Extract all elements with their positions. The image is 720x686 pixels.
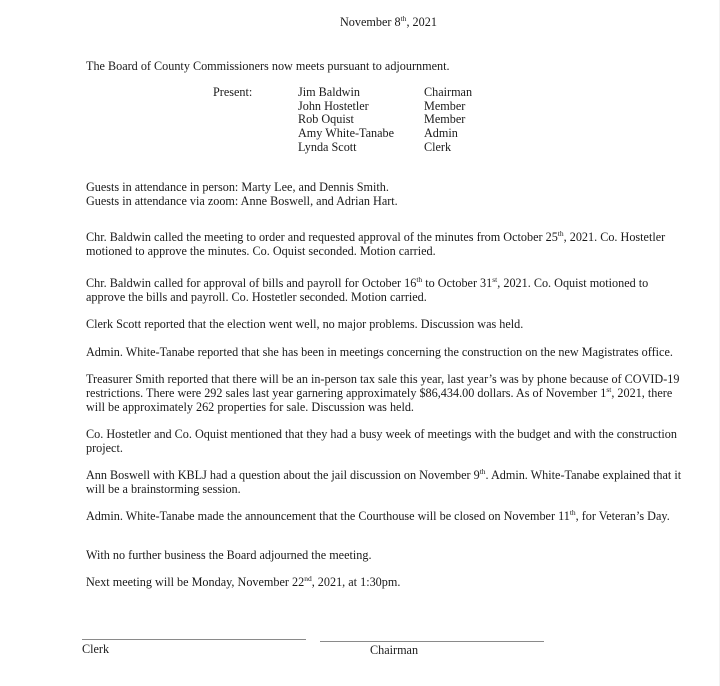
- present-label: Present:: [213, 85, 253, 99]
- ordinal-suffix: st: [492, 275, 498, 284]
- clerk-signature-label: Clerk: [82, 642, 110, 656]
- paragraph-text: , 2021. Co. Hostetler motioned to approve the minutes. Co. Oquist seconded. Motion carried.: [86, 230, 666, 258]
- paragraph-text: , 2021. Co. Oquist motioned to approve the bills and payroll. Co. Hostetler seconded. Motion carried.: [86, 276, 649, 304]
- member-name: Amy White-Tanabe: [298, 126, 395, 140]
- clerk-signature-line: [82, 639, 306, 640]
- member-name: Rob Oquist: [298, 112, 354, 126]
- member-role: Member: [424, 99, 466, 113]
- paragraph-election-report: Clerk Scott reported that the election went well, no major problems. Discussion was held.: [86, 317, 524, 331]
- ordinal-suffix: th: [416, 275, 423, 284]
- member-role: Member: [424, 112, 466, 126]
- date-superscript: th: [400, 14, 407, 23]
- date-year: , 2021: [406, 15, 437, 29]
- guests-in-person: Guests in attendance in person: Marty Lee, and Dennis Smith.: [86, 180, 389, 194]
- ordinal-suffix: nd: [304, 574, 312, 583]
- paragraph-adjourned: With no further business the Board adjourned the meeting.: [86, 548, 372, 562]
- paragraph-text: Chr. Baldwin called for approval of bills and payroll for October 16: [86, 276, 417, 290]
- member-role: Chairman: [424, 85, 473, 99]
- paragraph-text: , 2021, there will be approximately 262 properties for sale. Discussion was held.: [86, 386, 673, 414]
- paragraph-busy-week: Co. Hostetler and Co. Oquist mentioned that they had a busy week of meetings with the budget and with the construction project.: [86, 427, 677, 455]
- paragraph-text: , 2021, at 1:30pm.: [311, 575, 401, 589]
- paragraph-text: Ann Boswell with KBLJ had a question about the jail discussion on November 9: [86, 468, 480, 482]
- guests-via-zoom: Guests in attendance via zoom: Anne Boswell, and Adrian Hart.: [86, 194, 398, 208]
- ordinal-suffix: st: [606, 385, 612, 394]
- paragraph-magistrates-office: Admin. White-Tanabe reported that she has been in meetings concerning the construction on the new Magistrates office.: [86, 345, 673, 359]
- member-name: John Hostetler: [298, 99, 369, 113]
- member-role: Admin: [424, 126, 458, 140]
- paragraph-tax-sale: [86, 372, 686, 414]
- ordinal-suffix: th: [569, 508, 576, 517]
- member-role: Clerk: [424, 140, 452, 154]
- paragraph-text: Chr. Baldwin called the meeting to order and requested approval of the minutes from October 25: [86, 230, 558, 244]
- paragraph-courthouse-closed: [86, 509, 686, 523]
- intro-statement: The Board of County Commissioners now meets pursuant to adjournment.: [86, 59, 450, 73]
- ordinal-suffix: th: [479, 467, 486, 476]
- paragraph-jail-discussion: [86, 468, 686, 496]
- paragraph-text: , for Veteran’s Day.: [575, 509, 670, 523]
- paragraph-minutes-approval: [86, 230, 686, 258]
- paragraph-text: . Admin. White-Tanabe explained that it will be a brainstorming session.: [86, 468, 682, 496]
- date-text: November 8: [340, 15, 401, 29]
- paragraph-text: Admin. White-Tanabe made the announcement that the Courthouse will be closed on November 11: [86, 509, 570, 523]
- member-name: Jim Baldwin: [298, 85, 360, 99]
- paragraph-next-meeting: [86, 575, 686, 589]
- paragraph-text: to October 31: [422, 276, 493, 290]
- chairman-signature-label: Chairman: [370, 643, 419, 657]
- meeting-date: [340, 15, 437, 29]
- member-name: Lynda Scott: [298, 140, 357, 154]
- paragraph-bills-payroll: [86, 276, 686, 304]
- ordinal-suffix: th: [557, 229, 564, 238]
- paragraph-text: Next meeting will be Monday, November 22: [86, 575, 305, 589]
- paragraph-text: Treasurer Smith reported that there will be an in-person tax sale this year, last year’s was by phone because of COVID-19 restrictions. There were 292 sales last year garnering approximately $86,434.00 dollars. As of November 1: [86, 372, 680, 400]
- chairman-signature-line: [320, 641, 544, 642]
